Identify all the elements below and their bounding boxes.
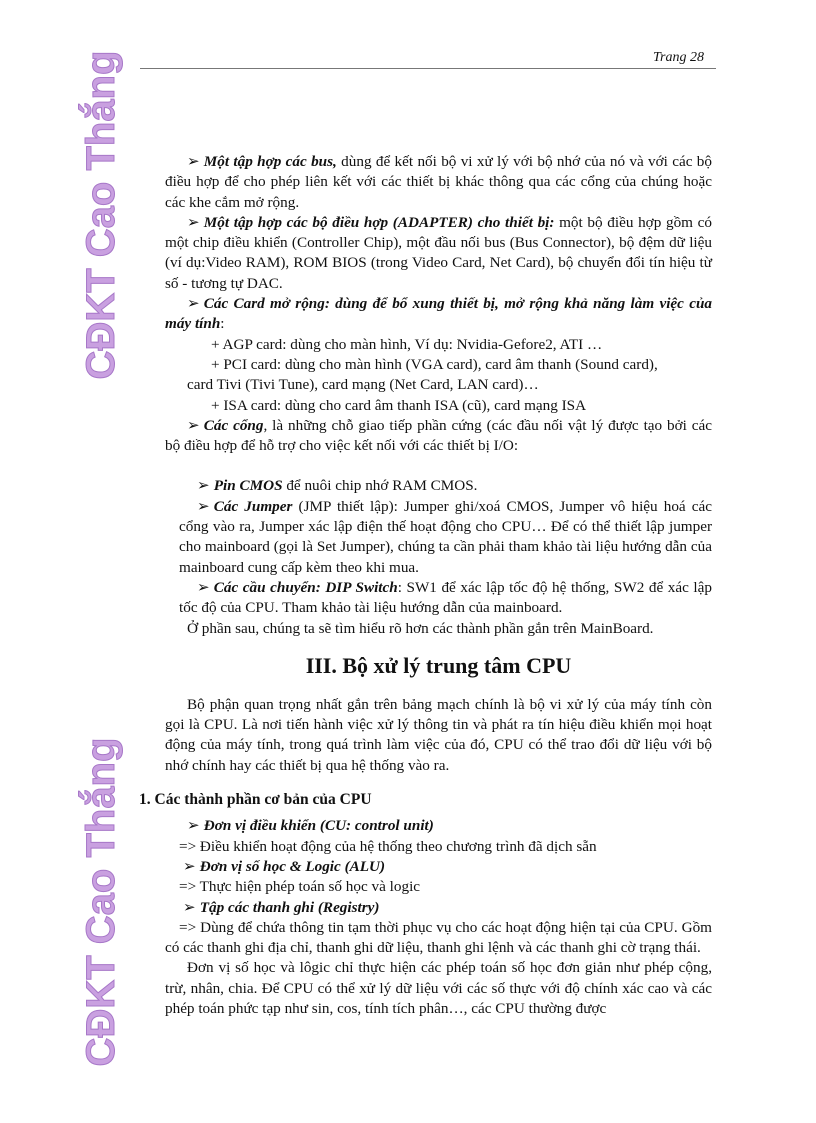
jumper-term: Các Jumper: [213, 497, 293, 515]
cpu-intro-paragraph: Bộ phận quan trọng nhất gắn trên bảng mạch chính là bộ vi xử lý của máy tính còn gọi là CPU. Là nơi tiến hành việc xử lý thông tin và phát ra tín hiệu điều khiển mọi hoạt động của máy tính, trong quá trình làm việc của đó, CPU có thể trao đổi dữ liệu với bộ nhớ chính hay các thiết bị qua hệ thống vào ra.: [165, 695, 712, 774]
bus-paragraph: [165, 152, 712, 213]
alu-title: [165, 857, 712, 877]
watermark-logo-bottom: [79, 737, 144, 1067]
arrow-bullet-icon: ➢: [187, 213, 200, 231]
bus-term: Một tập hợp các bus,: [203, 153, 337, 170]
dip-switch-term: Các cầu chuyển: DIP Switch: [213, 578, 398, 596]
arrow-bullet-icon: ➢: [187, 295, 200, 313]
spacer: [165, 456, 712, 476]
ports-term: Các cổng: [203, 416, 264, 434]
cu-title: [165, 816, 712, 836]
watermark-text: CĐKT Cao Thắng: [79, 50, 123, 380]
pci-card-item: + PCI card: dùng cho màn hình (VGA card), card âm thanh (Sound card),: [211, 355, 658, 373]
jumper-text: (JMP thiết lập): Jumper ghi/xoá CMOS, Jumper vô hiệu hoá các cổng vào ra, Jumper xác lập điện thế hoạt động cho CPU… Để có thể thiết lập jumper cho mainboard (gọi là Set Jumper), chúng ta cần phải tham khảo tài liệu hướng dẫn của mainboard cung cấp kèm theo khi mua.: [179, 497, 712, 576]
arrow-bullet-icon: ➢: [197, 578, 210, 596]
watermark-logo-top: [79, 50, 144, 380]
dip-switch-paragraph: [179, 578, 712, 619]
dip-switch-text: : SW1 để xác lập tốc độ hệ thống, SW2 để xác lập tốc độ của CPU. Tham khảo tài liệu hướng dẫn của mainboard.: [179, 578, 712, 617]
alu-fpu-paragraph: Đơn vị số học và lôgic chỉ thực hiện các phép toán số học đơn giản như phép cộng, trừ, nhân, chia. Để CPU có thể xử lý dữ liệu với các số thực với độ chính xác cao và các phép toán phức tạp như sin, cos, tính tích phân…, các CPU thường được: [165, 959, 712, 1017]
ports-text: , là những chỗ giao tiếp phần cứng (các đầu nối vật lý được tạo bởi các bộ điều hợp để hỗ trợ cho việc kết nối với các thiết bị I/O:: [165, 416, 712, 455]
section-title: III. Bộ xử lý trung tâm CPU: [305, 652, 572, 678]
next-part-note: Ở phần sau, chúng ta sẽ tìm hiểu rõ hơn các thành phần gắn trên MainBoard.: [187, 619, 654, 637]
watermark-text: CĐKT Cao Thắng: [79, 737, 123, 1067]
arrow-bullet-icon: ➢: [187, 817, 200, 835]
registry-desc: => Dùng để chứa thông tin tạm thời phục vụ cho các hoạt động hiện tại của CPU. Gồm có các thanh ghi địa chỉ, thanh ghi dữ liệu, thanh ghi lệnh và các thanh ghi cờ trạng thái.: [165, 918, 712, 957]
cu-term: Đơn vị điều khiển (CU: control unit): [203, 817, 434, 835]
arrow-bullet-icon: ➢: [197, 497, 210, 515]
isa-card-item: + ISA card: dùng cho card âm thanh ISA (cũ), card mạng ISA: [211, 396, 587, 414]
adapter-paragraph: [165, 213, 712, 294]
registry-term: Tập các thanh ghi (Registry): [199, 898, 380, 916]
header-rule: [140, 68, 716, 69]
registry-title: [165, 898, 712, 918]
arrow-bullet-icon: ➢: [197, 477, 210, 495]
cmos-term: Pin CMOS: [213, 477, 283, 495]
subsection-heading: 1. Các thành phần cơ bản của CPU: [139, 791, 372, 809]
arrow-bullet-icon: ➢: [187, 416, 200, 434]
expansion-card-text: :: [220, 315, 225, 333]
pci-card-item-cont: card Tivi (Tivi Tune), card mạng (Net Card, LAN card)…: [187, 376, 539, 394]
alu-desc: => Thực hiện phép toán số học và logic: [179, 878, 421, 896]
alu-term: Đơn vị số học & Logic (ALU): [199, 857, 386, 875]
jumper-paragraph: [179, 497, 712, 578]
cu-desc: => Điều khiển hoạt động của hệ thống theo chương trình đã dịch sẵn: [179, 837, 597, 855]
expansion-card-term: Các Card mở rộng: dùng để bổ xung thiết bị, mở rộng khả năng làm việc của máy tính: [165, 295, 712, 333]
bus-text: dùng để kết nối bộ vi xử lý với bộ nhớ của nó và với các bộ điều hợp để cho phép liên kết với các thiết bị khác thông qua các cổng của chúng hoặc các khe cắm mở rộng.: [165, 153, 712, 211]
page-content: [139, 152, 712, 1019]
ports-paragraph: [165, 416, 712, 457]
page-number: Trang 28: [653, 50, 704, 65]
arrow-bullet-icon: ➢: [187, 153, 200, 170]
expansion-card-paragraph: [165, 294, 712, 335]
cmos-paragraph: [179, 476, 712, 496]
arrow-bullet-icon: ➢: [183, 898, 196, 916]
arrow-bullet-icon: ➢: [183, 857, 196, 875]
agp-card-item: + AGP card: dùng cho màn hình, Ví dụ: Nvidia-Gefore2, ATI …: [211, 335, 603, 353]
mainboard-components-list: [165, 476, 712, 618]
adapter-text: một bộ điều hợp gồm có một chip điều khiển (Controller Chip), một đầu nối bus (Bus Connector), bộ đệm dữ liệu (ví dụ:Video RAM), ROM BIOS (trong Video Card, Net Card), bộ chuyển đổi tín hiệu từ số - tương tự DAC.: [165, 213, 712, 292]
adapter-term: Một tập hợp các bộ điều hợp (ADAPTER) cho thiết bị:: [203, 213, 555, 231]
cmos-text: để nuôi chip nhớ RAM CMOS.: [282, 477, 478, 495]
